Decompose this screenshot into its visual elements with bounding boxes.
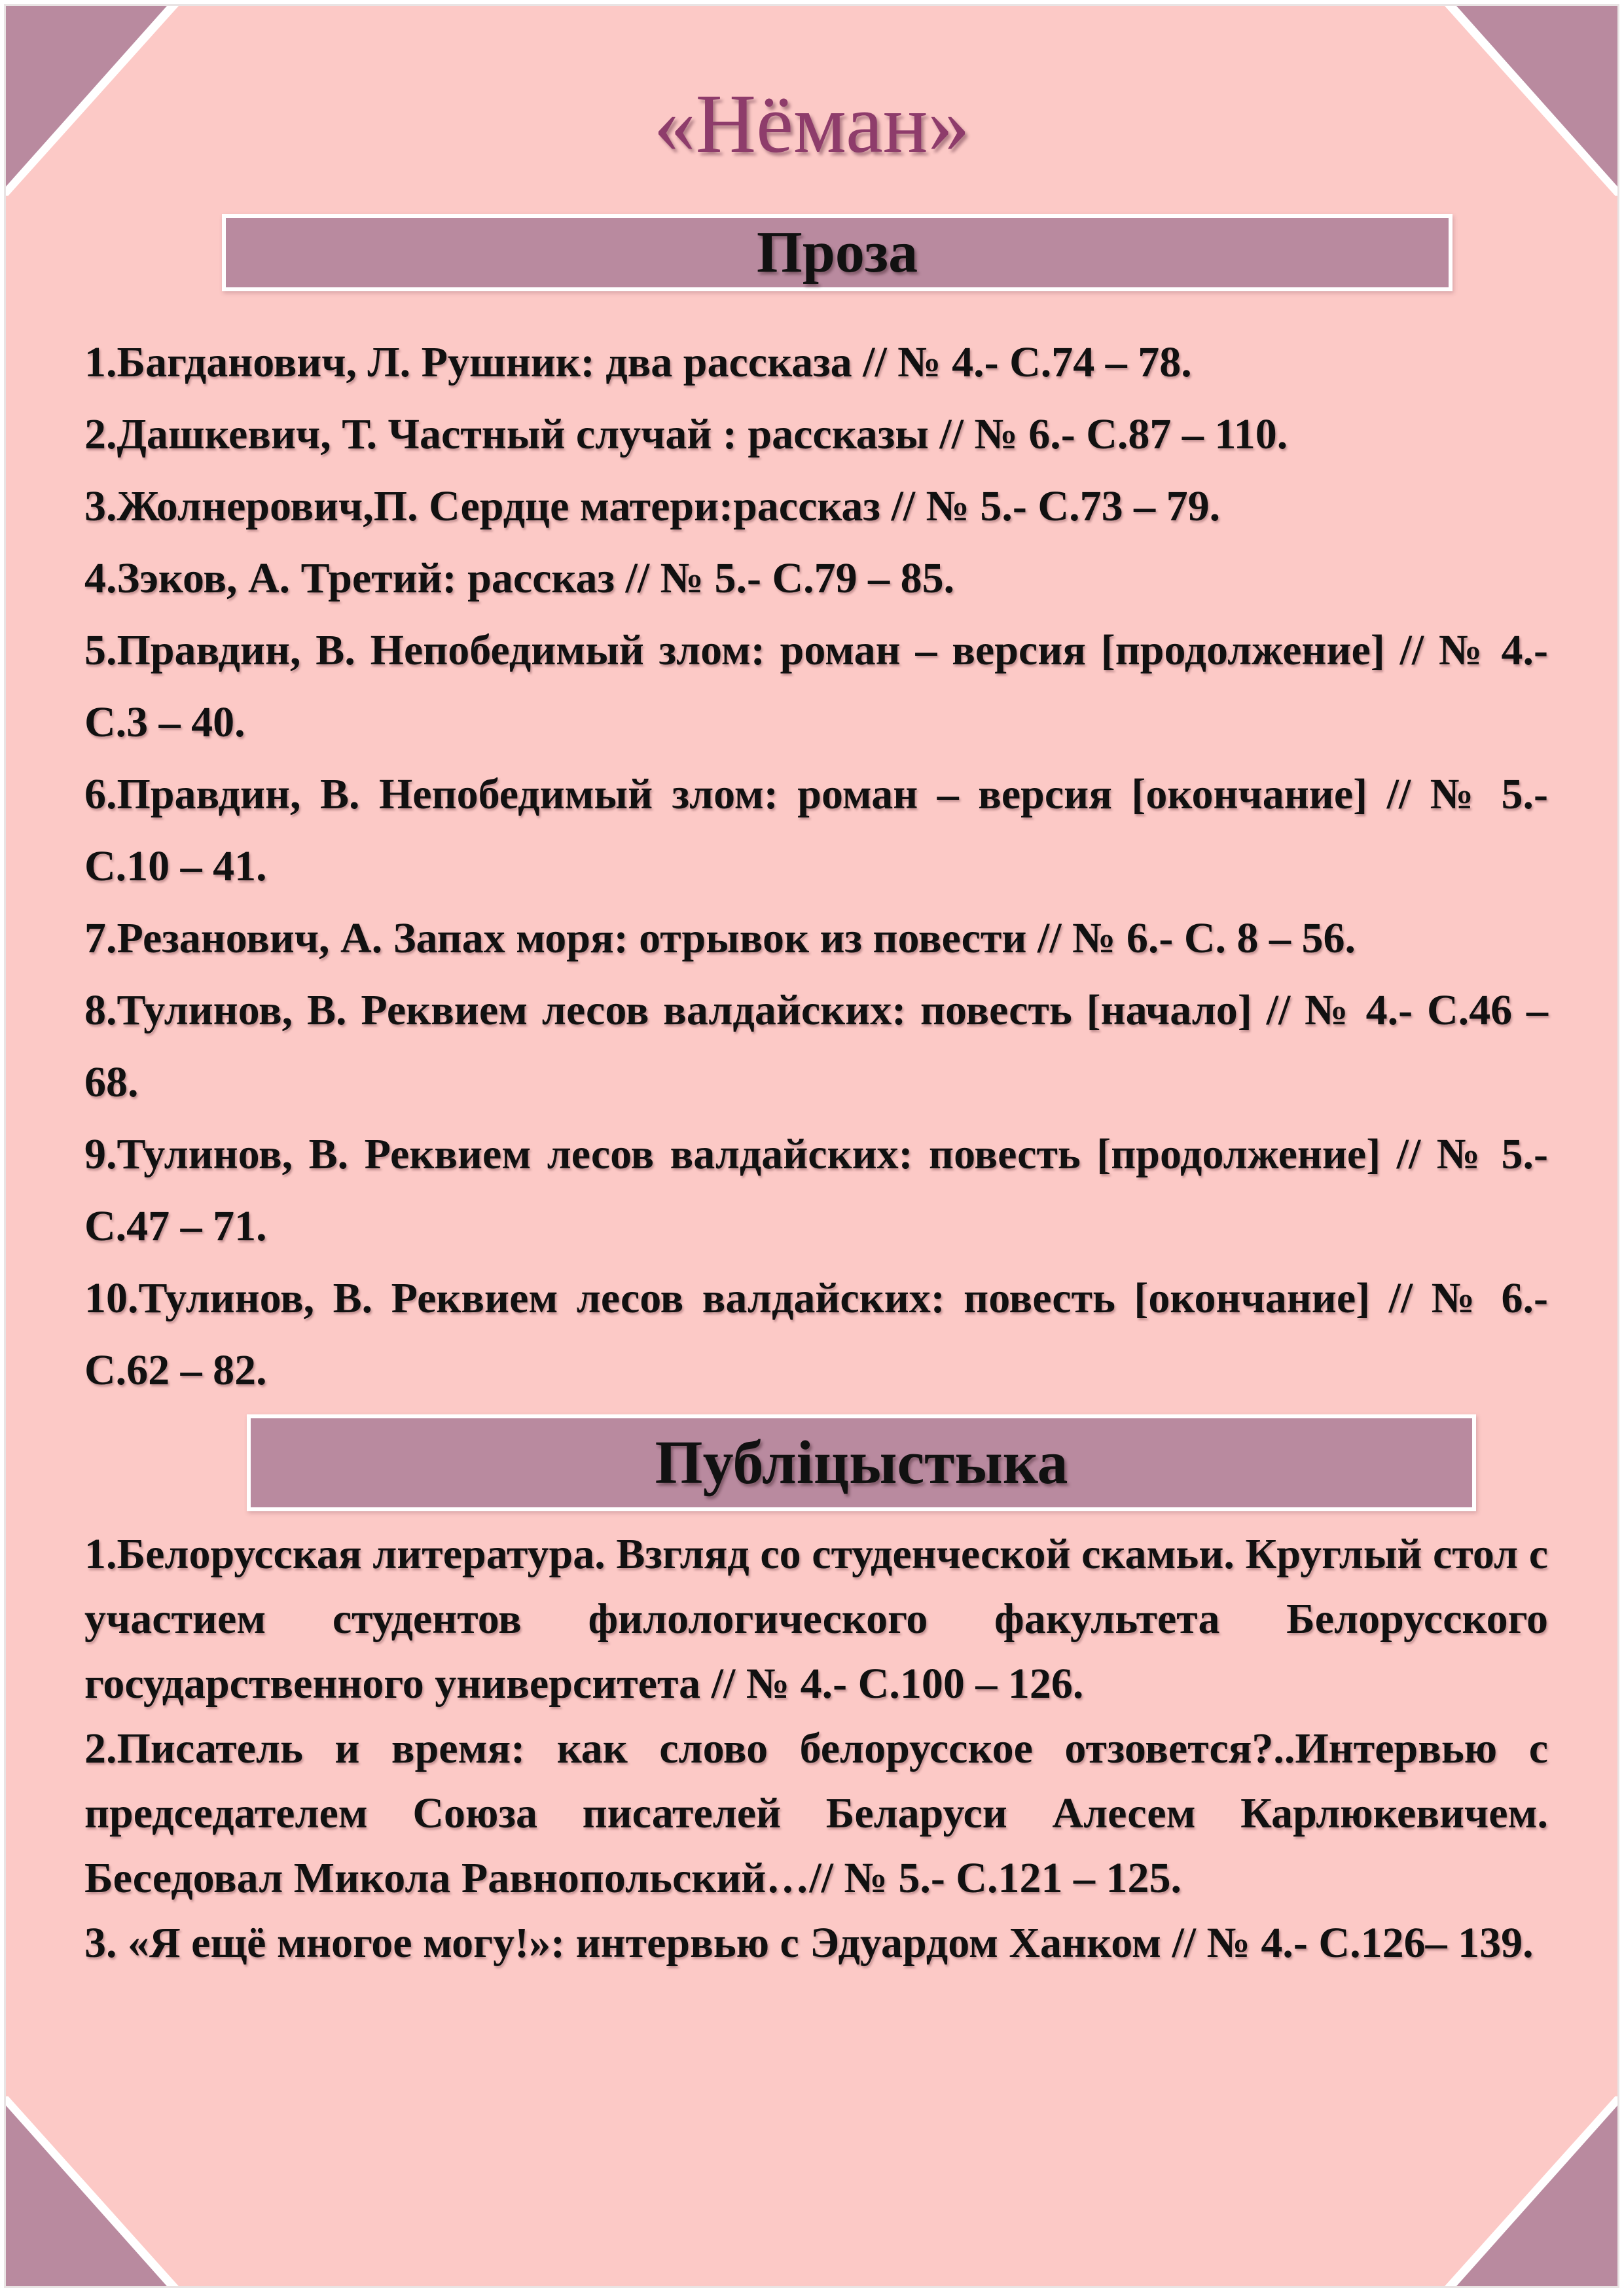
section-heading-publicistics: Публіцыстыка <box>247 1414 1476 1511</box>
list-item: 3. «Я ещё многое могу!»: интервью с Эдуардом Ханком // № 4.- С.126– 139. <box>84 1919 1534 1967</box>
list-item: 7.Резанович, А. Запах моря: отрывок из повести // № 6.- С. 8 – 56. <box>84 914 1356 962</box>
list-item: 1.Белорусская литература. Взгляд со студенческой скамьи. Круглый стол с участием студентов филологического факультета Белорусского государственного университета // № 4.- С.100 – 126. <box>84 1530 1548 1708</box>
section-heading-prose: Проза <box>222 214 1453 291</box>
list-item: 10.Тулинов, В. Реквием лесов валдайских: повесть [окончание] // № 6.- С.62 – 82. <box>84 1274 1548 1394</box>
list-item: 3.Жолнерович,П. Сердце матери:рассказ // № 5.- С.73 – 79. <box>84 482 1221 530</box>
list-item: 6.Правдин, В. Непобедимый злом: роман – версия [окончание] // № 5.- С.10 – 41. <box>84 770 1548 890</box>
list-item: 4.Зэков, А. Третий: рассказ // № 5.- С.79 – 85. <box>84 554 955 602</box>
page-title: «Нёман» <box>653 77 970 170</box>
document-page <box>4 4 1619 2288</box>
corner-decoration-bottom-right <box>1441 2096 1617 2286</box>
list-item: 9.Тулинов, В. Реквием лесов валдайских: повесть [продолжение] // № 5.- С.47 – 71. <box>84 1130 1548 1250</box>
publicistics-list <box>84 1522 1548 1975</box>
list-item: 1.Багданович, Л. Рушник: два рассказа // № 4.- С.74 – 78. <box>84 338 1192 386</box>
corner-decoration-bottom-left <box>6 2096 183 2286</box>
list-item: 2.Дашкевич, Т. Частный случай : рассказы // № 6.- С.87 – 110. <box>84 410 1288 458</box>
list-item: 8.Тулинов, В. Реквием лесов валдайских: повесть [начало] // № 4.- С.46 – 68. <box>84 986 1548 1106</box>
prose-list <box>84 327 1548 1407</box>
list-item: 5.Правдин, В. Непобедимый злом: роман – версия [продолжение] // № 4.- С.3 – 40. <box>84 626 1548 746</box>
list-item: 2.Писатель и время: как слово белорусское отзовется?..Интервью с председателем Союза писателей Беларуси Алесем Карлюкевичем. Беседовал Микола Равнопольский…// № 5.- С.121 – 125. <box>84 1725 1548 1902</box>
